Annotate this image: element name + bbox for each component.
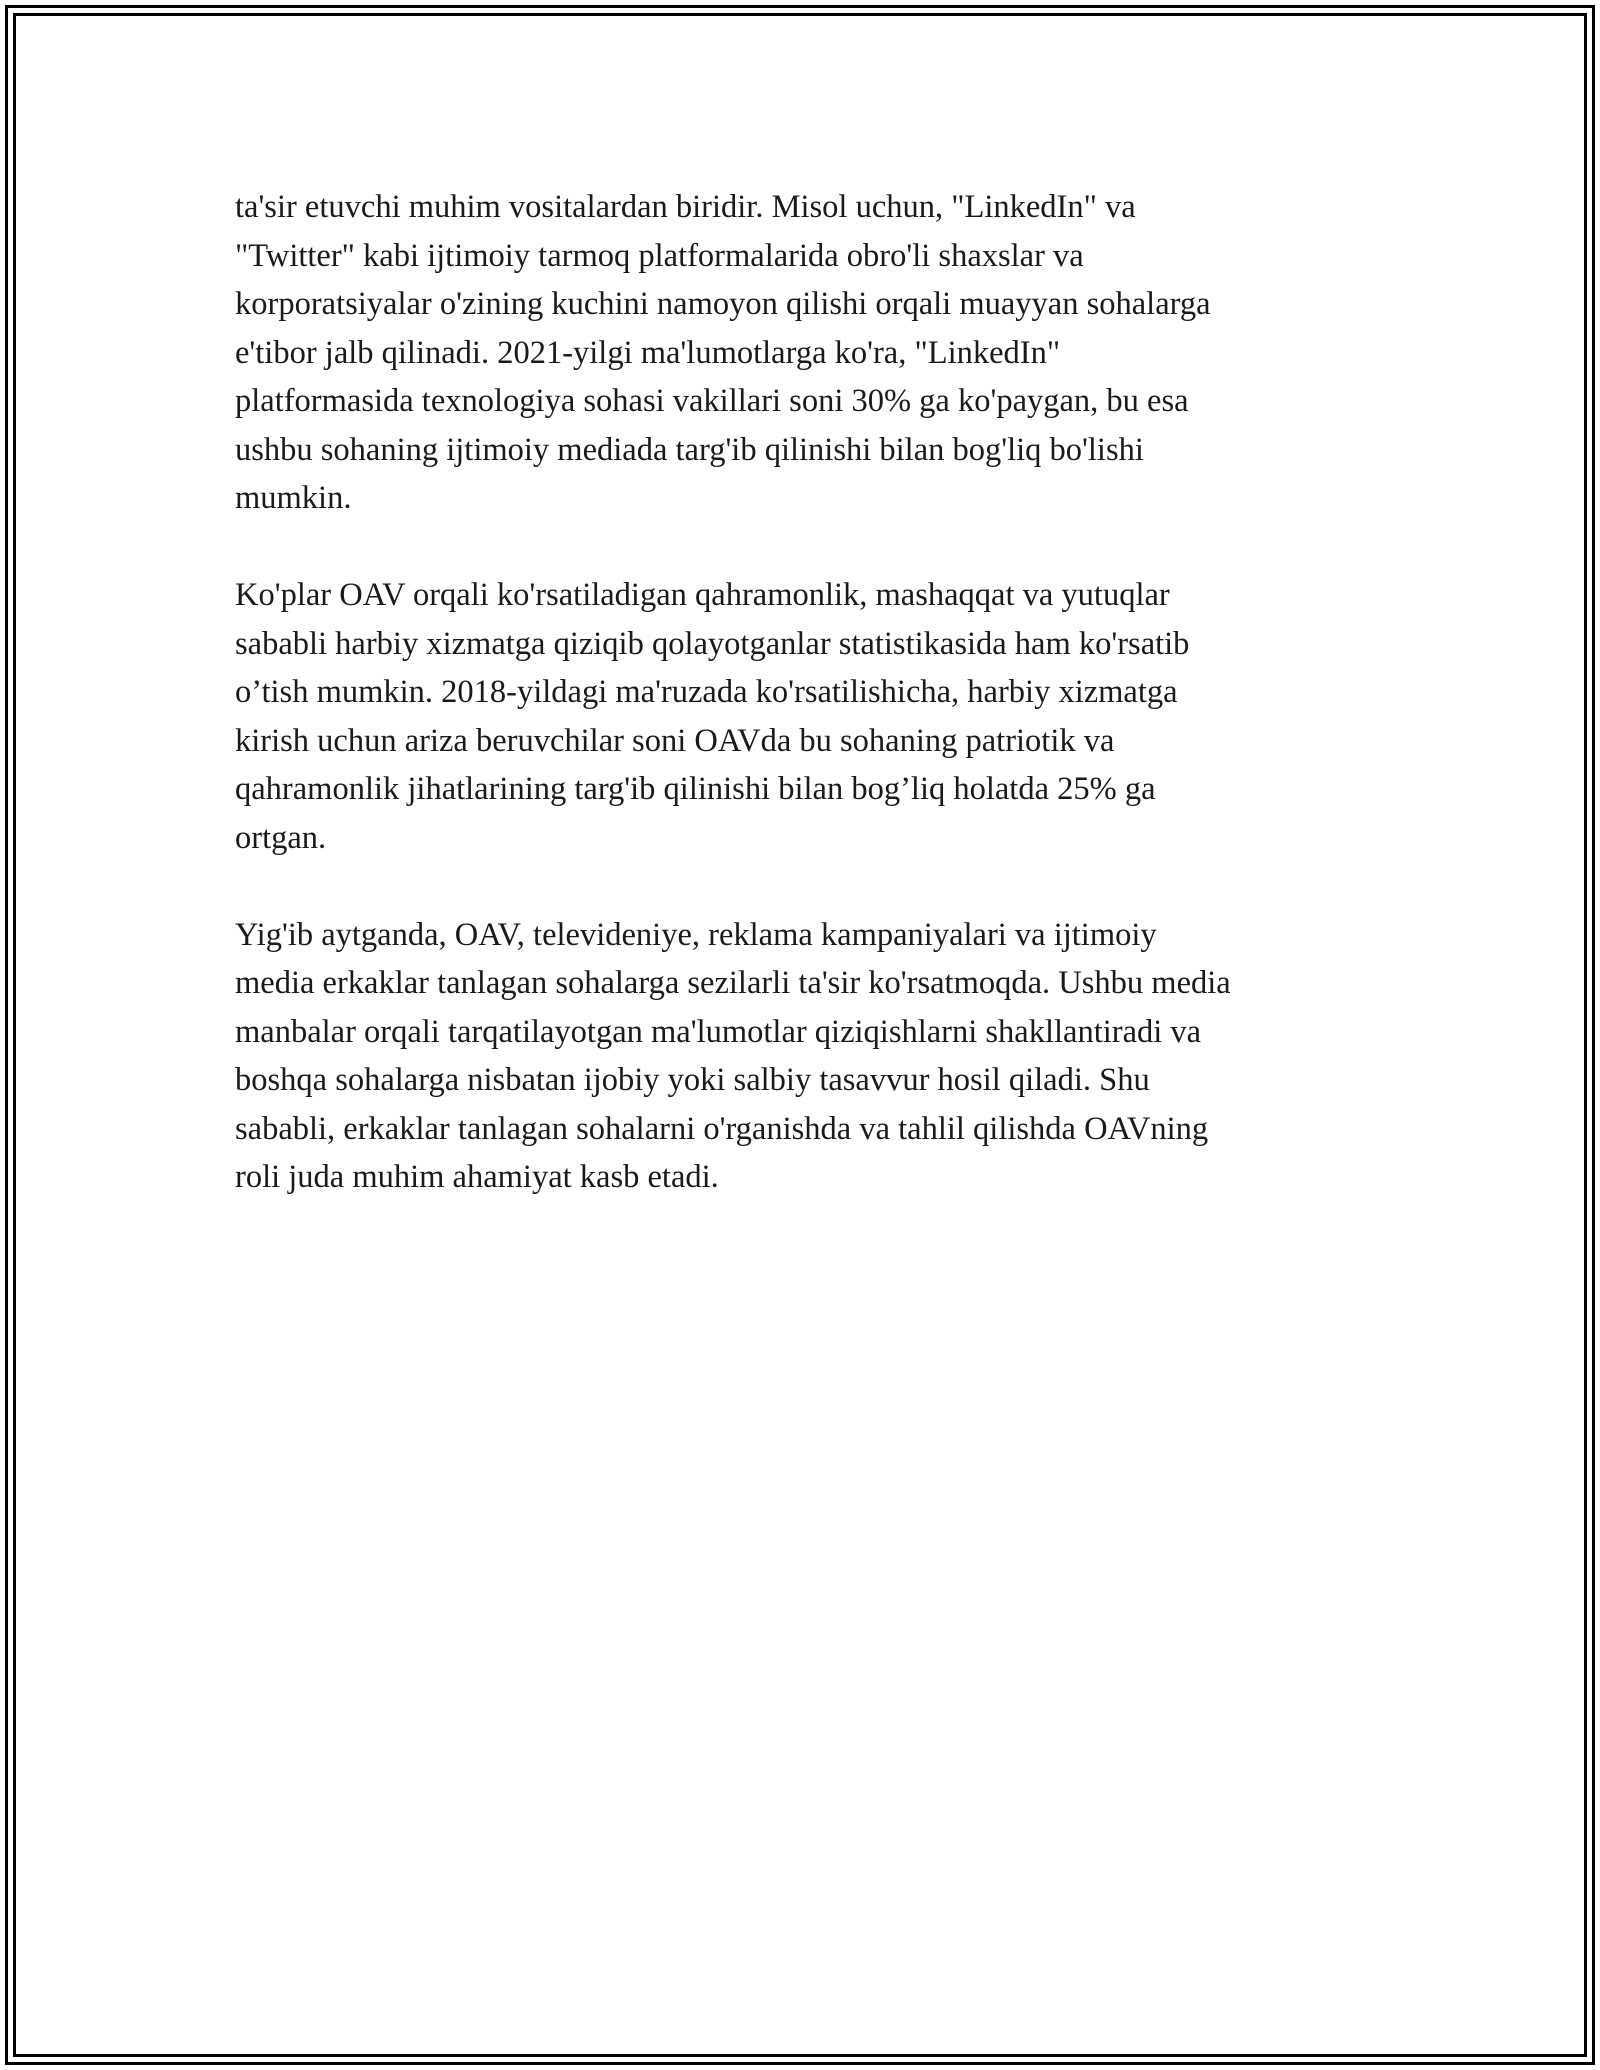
document-body bbox=[235, 183, 1365, 1250]
paragraph-social-media: ta'sir etuvchi muhim vositalardan biridir. Misol uchun, "LinkedIn" va "Twitter" kabi ijtimoiy tarmoq platformalarida obro'li shaxslar va korporatsiyalar o'zining kuchini namoyon qilishi orqali muayyan sohalarga e'tibor jalb qilinadi. 2021-yilgi ma'lumotlarga ko'ra, "LinkedIn" platformasida texnologiya sohasi vakillari soni 30% ga ko'paygan, bu esa ushbu sohaning ijtimoiy mediada targ'ib qilinishi bilan bog'liq bo'lishi mumkin. bbox=[235, 189, 1211, 516]
paragraph-conclusion: Yig'ib aytganda, OAV, televideniye, reklama kampaniyalari va ijtimoiy media erkaklar tanlagan sohalarga sezilarli ta'sir ko'rsatmoqda. Ushbu media manbalar orqali tarqatilayotgan ma'lumotlar qiziqishlarni shakllantiradi va boshqa sohalarga nisbatan ijobiy yoki salbiy tasavvur hosil qiladi. Shu sababli, erkaklar tanlagan sohalarni o'rganishda va tahlil qilishda OAVning roli juda muhim ahamiyat kasb etadi. bbox=[235, 916, 1231, 1195]
paragraph-military-service: Ko'plar OAV orqali ko'rsatiladigan qahramonlik, mashaqqat va yutuqlar sababli harbiy xizmatga qiziqib qolayotganlar statistikasida ham ko'rsatib o’tish mumkin. 2018-yildagi ma'ruzada ko'rsatilishicha, harbiy xizmatga kirish uchun ariza beruvchilar soni OAVda bu sohaning patriotik va qahramonlik jihatlarining targ'ib qilinishi bilan bog’liq holatda 25% ga ortgan. bbox=[235, 577, 1190, 856]
